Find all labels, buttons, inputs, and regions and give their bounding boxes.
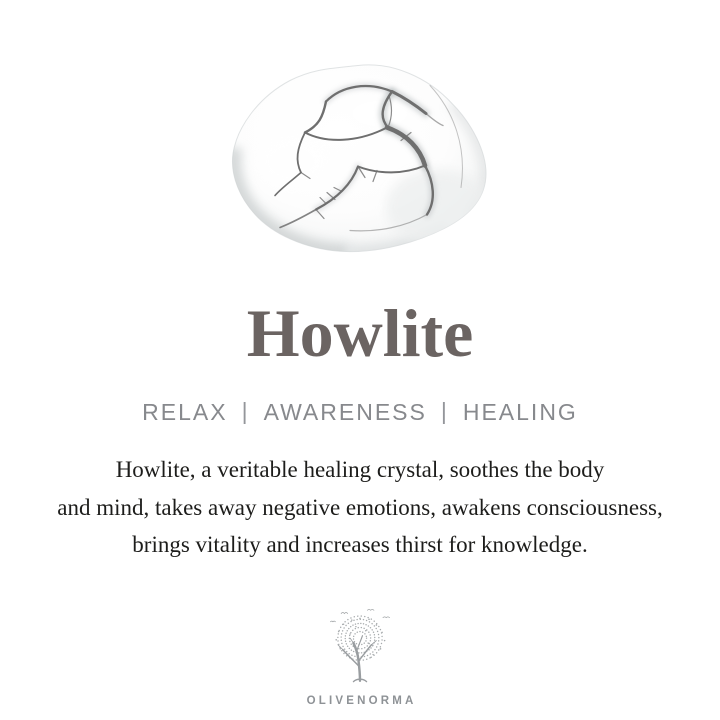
howlite-stone-image [230,61,490,254]
keyword-awareness: AWARENESS [263,399,427,425]
brand-name: OLIVENORMA [306,695,417,707]
keyword-separator: | [241,398,250,424]
keyword-tagline [0,399,720,425]
keyword-healing: HEALING [462,399,578,425]
description-line: and mind, takes away negative emotions, awakens consciousness, [57,494,663,520]
keyword-separator: | [440,398,449,424]
birds-icon [330,609,389,621]
keyword-relax: RELAX [142,399,228,425]
crystal-description [0,451,720,564]
crystal-title: Howlite [246,295,474,371]
tree-trunk [338,636,377,682]
howlite-stone-svg [230,61,490,254]
description-line: Howlite, a veritable healing crystal, soothes the body [115,457,605,482]
tree-with-birds-icon [319,608,401,688]
brand-logo-block [0,608,720,707]
description-line: brings vitality and increases thirst for knowledge. [132,532,588,557]
